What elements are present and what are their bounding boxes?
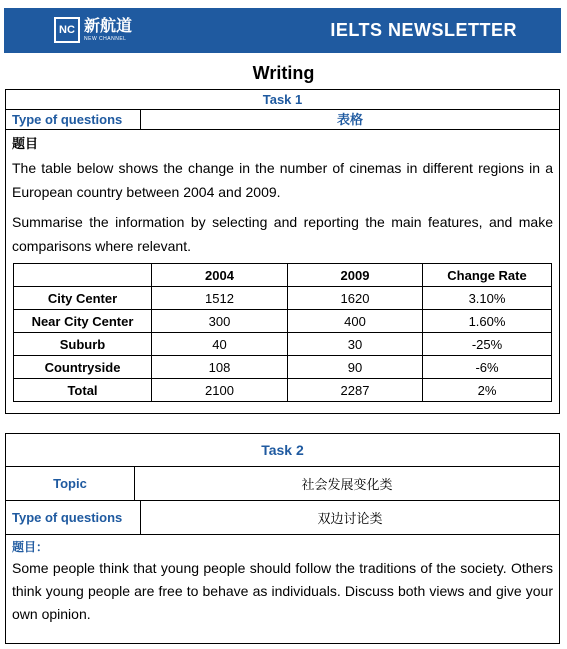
task2-panel xyxy=(5,433,560,644)
table-cell: 30 xyxy=(288,333,423,356)
task1-type-label: Type of questions xyxy=(6,110,141,129)
table-cell: 40 xyxy=(152,333,288,356)
table-cell: 2100 xyxy=(152,379,288,402)
table-row-label: City Center xyxy=(14,287,152,310)
table-cell: 108 xyxy=(152,356,288,379)
table-cell: 300 xyxy=(152,310,288,333)
logo-mark: NC xyxy=(54,17,80,43)
table-header-row xyxy=(14,264,552,287)
task1-type-row xyxy=(6,110,559,130)
task1-title: Task 1 xyxy=(6,90,559,110)
table-row xyxy=(14,379,552,402)
task2-type-label: Type of questions xyxy=(6,501,141,534)
table-cell: 90 xyxy=(288,356,423,379)
table-header-cell: Change Rate xyxy=(423,264,552,287)
task2-title: Task 2 xyxy=(6,434,559,467)
table-row-label: Suburb xyxy=(14,333,152,356)
table-row-label: Total xyxy=(14,379,152,402)
table-cell: -25% xyxy=(423,333,552,356)
table-cell: 1.60% xyxy=(423,310,552,333)
task2-type-row xyxy=(6,501,559,535)
task1-question-label: 题目 xyxy=(12,136,39,151)
task1-prompt: The table below shows the change in the number of cinemas in different regions in a European country between 2004 and 2009. xyxy=(12,160,553,200)
section-title: Writing xyxy=(252,63,315,83)
newsletter-title: IELTS NEWSLETTER xyxy=(330,20,517,40)
task1-instruction: Summarise the information by selecting and reporting the main features, and make comparisons where relevant. xyxy=(12,214,553,254)
table-row xyxy=(14,356,552,379)
task2-topic-row xyxy=(6,467,559,501)
cinema-table xyxy=(13,263,552,402)
task1-panel xyxy=(5,89,560,414)
table-header-cell: 2004 xyxy=(152,264,288,287)
table-header-cell: 2009 xyxy=(288,264,423,287)
table-row xyxy=(14,333,552,356)
table-row-label: Near City Center xyxy=(14,310,152,333)
table-cell: 2% xyxy=(423,379,552,402)
table-row-label: Countryside xyxy=(14,356,152,379)
task2-prompt: Some people think that young people should follow the traditions of the society. Others think young people are free to behave as individuals. Discuss both views and give your own opinion. xyxy=(12,560,553,622)
task2-question-label: 题目： xyxy=(12,540,49,554)
table-cell: 400 xyxy=(288,310,423,333)
header-banner xyxy=(4,8,561,53)
table-cell: 1512 xyxy=(152,287,288,310)
table-header-cell xyxy=(14,264,152,287)
table-row xyxy=(14,310,552,333)
task2-topic-label: Topic xyxy=(6,467,135,500)
table-cell: 3.10% xyxy=(423,287,552,310)
task2-topic-value: 社会发展变化类 xyxy=(301,477,393,492)
logo xyxy=(54,14,132,46)
table-row xyxy=(14,287,552,310)
table-cell: 2287 xyxy=(288,379,423,402)
table-cell: -6% xyxy=(423,356,552,379)
task1-type-value: 表格 xyxy=(336,112,363,127)
table-cell: 1620 xyxy=(288,287,423,310)
task2-type-value: 双边讨论类 xyxy=(317,511,383,526)
logo-cn-text: 新航道 xyxy=(84,17,133,35)
logo-en-text: NEW CHANNEL xyxy=(84,35,127,42)
